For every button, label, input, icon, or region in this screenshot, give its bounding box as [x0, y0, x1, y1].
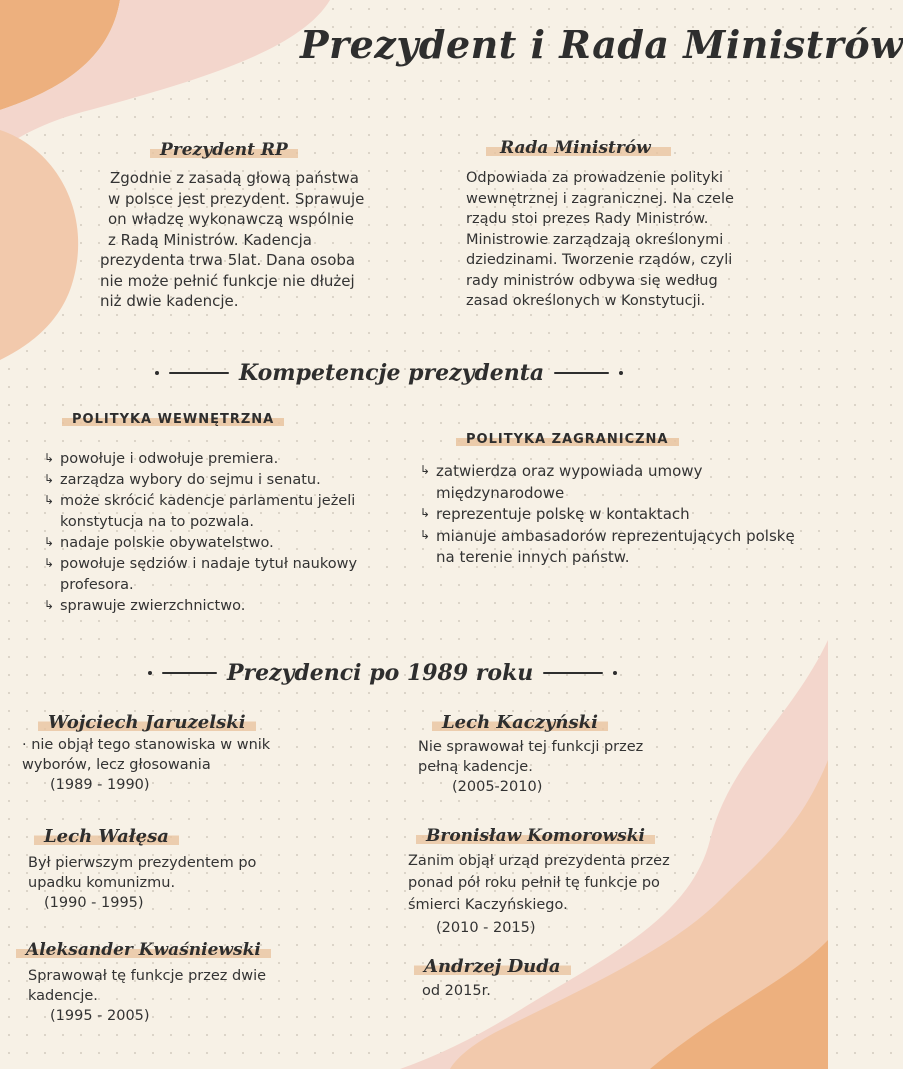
foreign-policy-heading: POLITYKA ZAGRANICZNA: [456, 432, 679, 447]
president-card-jaruzelski: [22, 712, 292, 793]
text-line: dziedzinami. Tworzenie rządów, czyli: [466, 252, 733, 268]
list-item: ↳ mianuje ambasadorów reprezentujących polskę na terenie innych państw.: [420, 526, 800, 569]
domestic-policy: [44, 408, 394, 617]
text-line: rady ministrów odbywa się według: [466, 272, 718, 289]
text-line: zasad określonych w Konstytucji.: [466, 293, 706, 309]
president-note: od 2015r.: [422, 983, 491, 999]
foreign-policy: [420, 428, 800, 569]
president-note: Był pierwszym prezydentem po upadku komunizmu.: [28, 855, 257, 891]
president-card-kaczynski: [418, 712, 678, 795]
list-item: ↳ sprawuje zwierzchnictwo.: [44, 596, 394, 617]
president-note: Nie sprawował tej funkcji przez pełną kadencje.: [418, 739, 644, 775]
president-years: (1989 - 1990): [50, 777, 150, 793]
list-item: ↳ zarządza wybory do sejmu i senatu.: [44, 470, 394, 491]
president-name: Bronisław Komorowski: [416, 826, 655, 846]
list-item: ↳ powołuje sędziów i nadaje tytuł naukowy profesora.: [44, 554, 394, 596]
divider-line: [162, 672, 217, 674]
text-line: w polsce jest prezydent. Sprawuje: [108, 189, 365, 208]
president-card-komorowski: [408, 826, 698, 936]
president-card-kwasniewski: [16, 940, 296, 1024]
divider-line: [543, 672, 603, 674]
text-line: niż dwie kadencje.: [100, 292, 239, 310]
text-line: prezydenta trwa 5lat. Dana osoba: [100, 251, 356, 269]
president-name: Lech Wałęsa: [34, 826, 179, 847]
president-note: Zanim objął urząd prezydenta przez ponad pół roku pełnił tę funkcje po śmierci Kaczyńskiego.: [408, 853, 670, 913]
text-line: nie może pełnić funkcje nie dłużej: [100, 271, 355, 290]
text-line: Odpowiada za prowadzenie polityki: [466, 170, 724, 186]
president-note: · nie objął tego stanowiska w wnik wyborów, lecz głosowania: [22, 737, 271, 773]
text-line: z Radą Ministrów. Kadencja: [108, 230, 312, 249]
president-note: Sprawował tę funkcje przez dwie kadencje.: [28, 968, 267, 1004]
president-card-walesa: [28, 826, 288, 911]
foreign-policy-list: [420, 461, 800, 569]
text-line: on władzę wykonawczą wspólnie: [108, 210, 354, 228]
list-item: ↳ powołuje i odwołuje premiera.: [44, 449, 394, 470]
list-item: ↳ reprezentuje polskę w kontaktach: [420, 504, 800, 526]
competences-section-heading: [155, 360, 623, 386]
president-card-duda: [414, 956, 634, 1001]
president-heading: Prezydent RP: [150, 140, 298, 160]
text-line: rządu stoi prezes Rady Ministrów.: [466, 211, 709, 227]
president-years: (1990 - 1995): [44, 895, 144, 911]
divider-line: [554, 372, 609, 374]
list-item: ↳ może skrócić kadencje parlamentu jeżeli konstytucja na to pozwala.: [44, 491, 394, 533]
list-item: ↳ zatwierdza oraz wypowiada umowy międzynarodowe: [420, 461, 800, 504]
domestic-policy-list: [44, 449, 394, 617]
divider-line: [169, 372, 229, 374]
president-years: (2005-2010): [452, 779, 543, 795]
presidents-section-heading: [148, 660, 617, 686]
page-title: Prezydent i Rada Ministrów: [300, 22, 903, 67]
divider-dot: [619, 371, 623, 375]
text-line: Zgodnie z zasadą głową państwa: [110, 169, 359, 187]
domestic-policy-heading: POLITYKA WEWNĘTRZNA: [62, 412, 284, 427]
text-line: Ministrowie zarządzają określonymi: [466, 231, 724, 248]
divider-dot: [155, 371, 159, 375]
president-name: Wojciech Jaruzelski: [38, 712, 256, 733]
president-description: [100, 168, 420, 312]
council-intro: [466, 138, 806, 312]
president-name: Aleksander Kwaśniewski: [16, 940, 271, 960]
president-intro: [100, 140, 420, 312]
competences-heading: Kompetencje prezydenta: [239, 360, 545, 386]
president-name: Lech Kaczyński: [432, 712, 608, 733]
president-years: (1995 - 2005): [50, 1008, 150, 1024]
council-heading: Rada Ministrów: [486, 138, 671, 158]
divider-dot: [148, 671, 152, 675]
text-line: wewnętrznej i zagranicznej. Na czele: [466, 190, 734, 207]
presidents-heading: Prezydenci po 1989 roku: [227, 660, 534, 686]
council-description: [466, 168, 806, 312]
president-years: (2010 - 2015): [436, 920, 536, 936]
president-name: Andrzej Duda: [414, 956, 571, 977]
list-item: ↳ nadaje polskie obywatelstwo.: [44, 533, 394, 554]
divider-dot: [613, 671, 617, 675]
